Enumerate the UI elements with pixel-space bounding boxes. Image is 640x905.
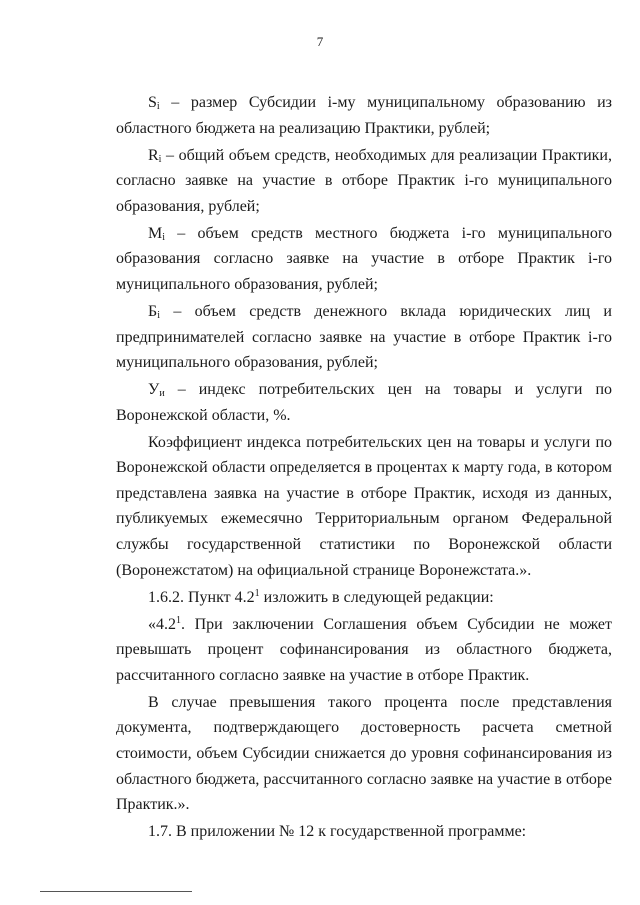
definition-text: – объем средств местного бюджета i-го муниципального образования согласно заявке на участие в отборе Практик i-го муниципального образования, рублей;: [116, 224, 612, 293]
definition-b: [116, 299, 612, 376]
definition-text: – размер Субсидии i-му муниципальному образованию из областного бюджета на реализацию Практики, рублей;: [116, 94, 612, 137]
item-superscript: 1: [254, 587, 260, 599]
coefficient-paragraph: Коэффициент индекса потребительских цен на товары и услуги по Воронежской области определяется в процентах к марту года, в котором представлена заявка на участие в отборе Практик, исходя из данных, публикуемых ежемесячно Территориальным органом Федеральной службы государственной статистики по Воронежской области (Воронежстатом) на официальной странице Воронежстата.».: [116, 433, 612, 579]
symbol-subscript: i: [162, 231, 166, 243]
excess-paragraph: В случае превышения такого процента после представления документа, подтверждающего достоверность расчета сметной стоимости, объем Субсидии снижается до уровня софинансирования из областного бюджета, рассчитанного согласно заявке на участие в отборе Практик.».: [116, 693, 612, 814]
definition-text: – объем средств денежного вклада юридических лиц и предпринимателей согласно заявке на участие в отборе Практик i-го муниципального образования, рублей;: [116, 302, 612, 372]
definition-s: [116, 90, 612, 141]
clause-text: . При заключении Соглашения объем Субсидии не может превышать процент софинансирования из областного бюджета, рассчитанного согласно заявке на участие в отборе Практик.: [116, 615, 612, 684]
clause-number: «4.2: [148, 615, 176, 633]
symbol-subscript: i: [158, 153, 162, 165]
symbol-letter: S: [148, 94, 157, 111]
definition-text: – индекс потребительских цен на товары и услуги по Воронежской области, %.: [116, 381, 612, 424]
definition-u: [116, 377, 612, 428]
symbol-letter: R: [148, 146, 159, 164]
document-body: [116, 90, 612, 846]
definition-r: [116, 143, 612, 220]
symbol-subscript: i: [156, 101, 160, 112]
symbol-letter: M: [148, 224, 163, 242]
symbol-letter: У: [148, 381, 160, 399]
clause-superscript: 1: [176, 614, 181, 626]
footer-rule: [40, 891, 192, 892]
symbol-subscript: i: [157, 309, 160, 321]
page-number: 7: [316, 34, 324, 49]
definition-m: [116, 221, 612, 298]
item-1-7: 1.7. В приложении № 12 к государственной программе:: [148, 823, 527, 841]
item-1-6-2: [116, 585, 612, 611]
item-text: изложить в следующей редакции:: [259, 588, 494, 606]
clause-4-2-1: [116, 612, 612, 689]
symbol-letter: Б: [148, 302, 158, 320]
item-number: 1.6.2. Пункт 4.2: [148, 588, 255, 606]
symbol-subscript: и: [159, 388, 165, 400]
definition-text: – общий объем средств, необходимых для реализации Практики, согласно заявке на участие в отборе Практик i-го муниципального образования, рублей;: [116, 146, 612, 215]
